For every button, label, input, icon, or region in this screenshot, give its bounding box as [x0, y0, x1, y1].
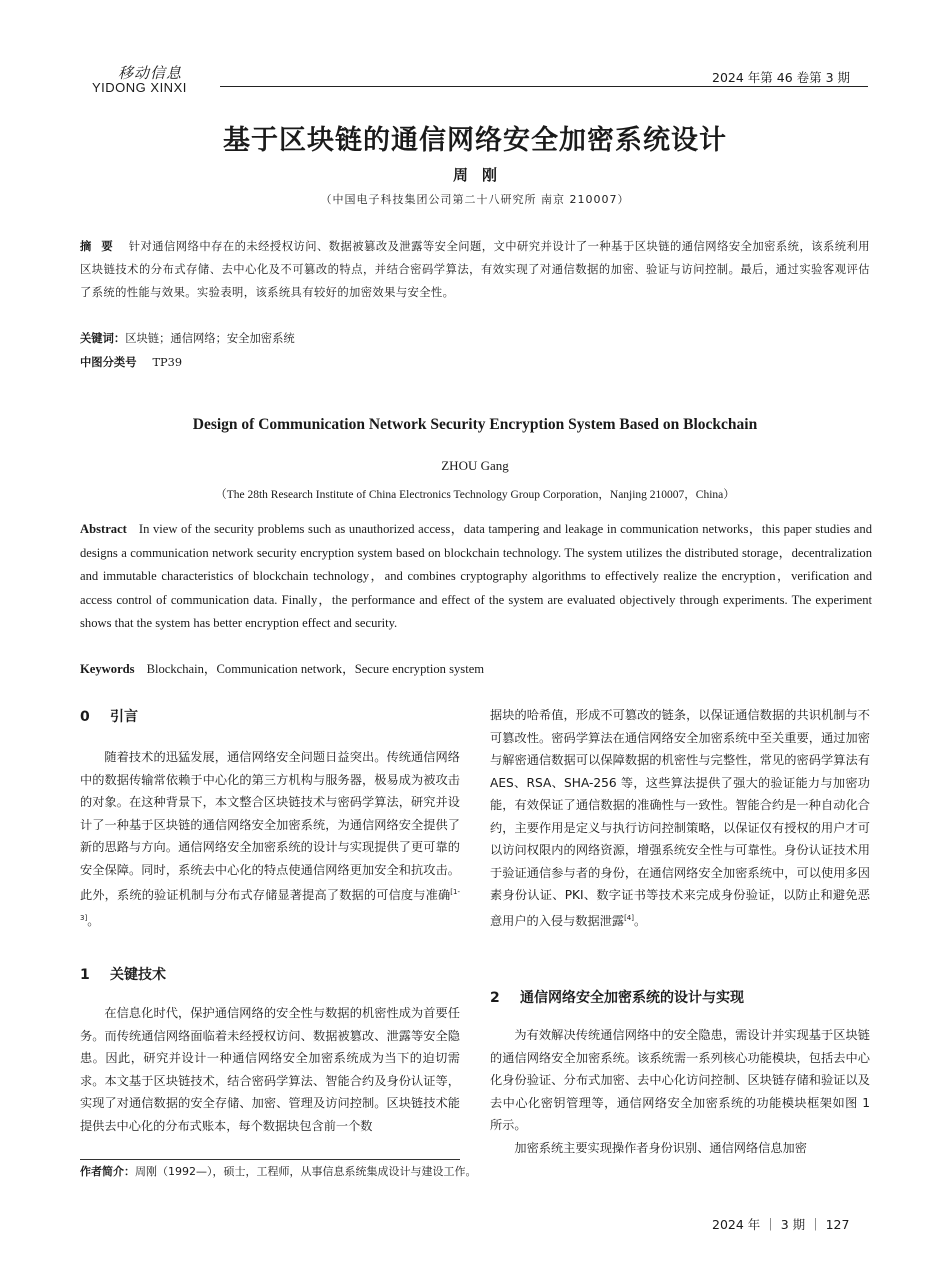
keywords-cn	[80, 330, 295, 346]
citation: [1-3]	[80, 888, 460, 922]
abstract-cn	[80, 235, 870, 304]
journal-name-en: YIDONG XINXI	[92, 80, 187, 95]
footnote-rule	[80, 1159, 460, 1160]
section-1-title: 关键技术	[110, 967, 166, 983]
section-2-number: 2	[490, 990, 500, 1006]
abstract-en-label: Abstract	[80, 522, 127, 536]
classification-number	[80, 354, 182, 370]
section-2-heading	[490, 987, 870, 1010]
section-1-body	[80, 1002, 460, 1137]
section-0-title: 引言	[110, 709, 138, 725]
author-cn: 周刚	[452, 166, 511, 184]
keywords-en-text: Blockchain，Communication network，Secure encryption system	[146, 662, 485, 676]
section-2-body	[490, 1024, 870, 1159]
affiliation-cn: （中国电子科技集团公司第二十八研究所 南京 210007）	[320, 193, 630, 206]
journal-name-cn: 移动信息	[118, 64, 183, 82]
keywords-cn-text: 区块链；通信网络；安全加密系统	[125, 332, 295, 345]
issue-info: 2024 年第 46 卷第 3 期	[712, 70, 851, 85]
clc-label: 中图分类号	[80, 356, 137, 369]
author-en: ZHOU Gang	[441, 458, 509, 473]
affiliation-en: （The 28th Research Institute of China Electronics Technology Group Corporation，Nanjing 210007，China）	[215, 489, 735, 501]
abstract-cn-text: 针对通信网络中存在的未经授权访问、数据被篡改及泄露等安全问题，文中研究并设计了一种基于区块链的通信网络安全加密系统，该系统利用区块链技术的分布式存储、去中心化及不可篡改的特点，并结合密码学算法，有效实现了对通信数据的加密、验证与访问控制。最后，通过实验客观评估了系统的性能与效果。实验表明，该系统具有较好的加密效果与安全性。	[80, 240, 870, 299]
page-footer: 2024 年 ｜ 3 期 ｜ 127	[712, 1217, 850, 1232]
section-2-title: 通信网络安全加密系统的设计与实现	[520, 990, 744, 1006]
author-footnote	[80, 1163, 477, 1179]
section-2-paragraph-1: 为有效解决传统通信网络中的安全隐患，需设计并实现基于区块链的通信网络安全加密系统。该系统需一系列核心功能模块，包括去中心化身份验证、分布式加密、去中心化访问控制、区块链存储和验证以及去中心化密钥管理等，通信网络安全加密系统的功能模块框架如图 1 所示。	[490, 1028, 870, 1132]
clc-value: TP39	[152, 356, 183, 369]
keywords-cn-label: 关键词：	[80, 332, 126, 345]
abstract-en	[80, 518, 872, 636]
paper-title-en: Design of Communication Network Security Encryption System Based on Blockchain	[192, 416, 758, 433]
section-1-heading	[80, 964, 460, 987]
section-1-paragraph: 在信息化时代，保护通信网络的安全性与数据的机密性成为首要任务。而传统通信网络面临着未经授权访问、数据被篡改、泄露等安全隐患。因此，研究并设计一种通信网络安全加密系统成为当下的迫切需求。本文基于区块链技术，结合密码学算法、智能合约及身份认证等，实现了对通信数据的安全存储、加密、管理及访问控制。区块链技术能提供去中心化的分布式账本，每个数据块包含前一个数	[80, 1006, 460, 1133]
section-1-number: 1	[80, 967, 90, 983]
section-0-body	[80, 746, 460, 932]
footnote-label: 作者简介：	[80, 1165, 135, 1178]
section-0-number: 0	[80, 709, 90, 725]
abstract-en-text: In view of the security problems such as unauthorized access，data tampering and leakage in communication networks，this paper studies and designs a communication network security encryption system based on blockchain technology. The system utilizes the distributed storage，decentralization and immutable characteristics of blockchain technology，and combines cryptography algorithms to effectively realize the encryption，verification and access control of communication data. Finally，the performance and effect of the system are evaluated objectively through experiments. The experiment shows that the system has better encryption effect and security.	[80, 522, 872, 630]
section-1-body-continued	[490, 704, 870, 932]
section-0-heading	[80, 706, 460, 729]
keywords-en	[80, 658, 484, 677]
keywords-en-label: Keywords	[80, 662, 135, 676]
header-rule	[220, 86, 868, 87]
section-1-paragraph-continued: 据块的哈希值，形成不可篡改的链条，以保证通信数据的共识机制与不可篡改性。密码学算法在通信网络安全加密系统中至关重要，通过加密与解密通信数据可以保障数据的机密性与完整性，常见的密码学算法有 AES、RSA、SHA-256 等，这些算法提供了强大的验证能力与加密功能，有效保证了通信数据的准确性与一致性。智能合约是一种自动化合约，主要作用是定义与执行访问控制策略，以保证仅有授权的用户才可以访问权限内的网络资源，增强系统安全性与可靠性。身份认证技术用于验证通信参与者的身份，在通信网络安全加密系统中，可以使用多因素身份认证、PKI、数字证书等技术来完成身份验证，以防止和避免恶意用户的入侵与数据泄露[4]。	[490, 708, 870, 928]
paper-title-cn: 基于区块链的通信网络安全加密系统设计	[223, 125, 727, 156]
citation: [4]	[624, 913, 634, 922]
section-0-paragraph: 随着技术的迅猛发展，通信网络安全问题日益突出。传统通信网络中的数据传输常依赖于中心化的第三方机构与服务器，极易成为被攻击的对象。在这种背景下，本文整合区块链技术与密码学算法，研究并设计了一种基于区块链的通信网络安全加密系统，为通信网络安全提供了新的思路与方向。通信网络安全加密系统的设计与实现提供了更可靠的安全保障。同时，系统去中心化的特点使通信网络更加安全和抗攻击。此外，系统的验证机制与分布式存储显著提高了数据的可信度与准确[1-3]。	[80, 750, 460, 928]
footnote-text: 周刚（1992—），硕士，工程师，从事信息系统集成设计与建设工作。	[135, 1165, 477, 1178]
abstract-cn-label: 摘要	[80, 240, 123, 253]
section-2-paragraph-2: 加密系统主要实现操作者身份识别、通信网络信息加密	[514, 1140, 807, 1155]
